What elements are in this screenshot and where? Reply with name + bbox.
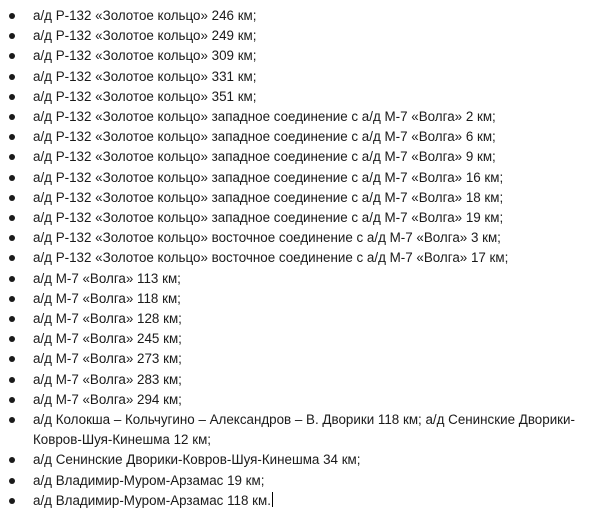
bullet-icon [9,316,15,322]
list-item-text: а/д М-7 «Волга» 118 км; [33,290,181,306]
bullet-icon [9,175,15,181]
list-item-text: а/д Р-132 «Золотое кольцо» восточное соединение с а/д М-7 «Волга» 17 км; [33,250,509,266]
list-item [0,107,605,127]
list-item-text: а/д Колокша – Кольчугино – Александров – В. Дворики 118 км; а/д Сенинские Дворики-Ковров-Шуя-Кинешма 12 км; [33,412,575,448]
bullet-icon [9,397,15,403]
list-item [0,228,605,248]
list-item-text: а/д Р-132 «Золотое кольцо» западное соединение с а/д М-7 «Волга» 18 км; [33,189,504,205]
bullet-icon [9,478,15,484]
list-item [0,248,605,268]
bullet-icon [9,276,15,282]
list-item [0,289,605,309]
list-item-text: а/д Сенинские Дворики-Ковров-Шуя-Кинешма 34 км; [33,452,361,468]
list-item-text: а/д Р-132 «Золотое кольцо» 249 км; [33,28,257,44]
list-item-text: а/д Владимир-Муром-Арзамас 19 км; [33,472,265,488]
bullet-icon [9,215,15,221]
bullet-icon [9,154,15,160]
bullet-icon [9,13,15,19]
list-item [0,188,605,208]
list-item [0,491,605,511]
bullet-icon [9,114,15,120]
list-item [0,67,605,87]
list-item [0,147,605,167]
list-item [0,390,605,410]
list-item-text: а/д Р-132 «Золотое кольцо» 351 км; [33,88,257,104]
bullet-icon [9,94,15,100]
list-item-text: а/д М-7 «Волга» 245 км; [33,331,182,347]
list-item-text: а/д Р-132 «Золотое кольцо» 246 км; [33,8,257,23]
list-item-text: а/д Р-132 «Золотое кольцо» западное соединение с а/д М-7 «Волга» 2 км; [33,109,496,125]
list-item [0,127,605,147]
list-item-text: а/д Р-132 «Золотое кольцо» восточное соединение с а/д М-7 «Волга» 3 км; [33,230,501,246]
list-item-text: а/д М-7 «Волга» 113 км; [33,270,181,286]
list-item-text: а/д М-7 «Волга» 283 км; [33,371,182,387]
list-item [0,6,605,26]
list-item [0,87,605,107]
bullet-icon [9,296,15,302]
list-item [0,309,605,329]
bullet-icon [9,53,15,59]
list-item [0,410,605,450]
list-item [0,329,605,349]
list-item-text: а/д Р-132 «Золотое кольцо» западное соединение с а/д М-7 «Волга» 6 км; [33,129,496,145]
list-item-text: а/д Р-132 «Золотое кольцо» западное соединение с а/д М-7 «Волга» 19 км; [33,210,504,226]
bullet-icon [9,235,15,241]
list-item-text: а/д Р-132 «Золотое кольцо» западное соединение с а/д М-7 «Волга» 16 км; [33,169,504,185]
bullet-icon [9,417,15,423]
list-item-text: а/д Р-132 «Золотое кольцо» 331 км; [33,68,257,84]
list-item-text: а/д М-7 «Волга» 294 км; [33,391,182,407]
list-item-text: а/д Р-132 «Золотое кольцо» западное соединение с а/д М-7 «Волга» 9 км; [33,149,496,165]
list-item [0,46,605,66]
list-item-text: а/д М-7 «Волга» 273 км; [33,351,182,367]
bullet-icon [9,356,15,362]
bullet-icon [9,336,15,342]
list-item [0,370,605,390]
bullet-icon [9,134,15,140]
list-item [0,26,605,46]
list-item [0,208,605,228]
list-item [0,450,605,470]
bullet-icon [9,195,15,201]
list-item [0,349,605,369]
list-item [0,269,605,289]
list-item [0,168,605,188]
list-item [0,471,605,491]
bullet-icon [9,457,15,463]
bullet-icon [9,255,15,261]
bullet-icon [9,377,15,383]
list-item-text: а/д М-7 «Волга» 128 км; [33,311,182,327]
bullet-icon [9,74,15,80]
bullet-icon [9,33,15,39]
text-cursor [272,492,273,507]
list-item-text: а/д Р-132 «Золотое кольцо» 309 км; [33,48,257,64]
list-item-text: а/д Владимир-Муром-Арзамас 118 км. [33,492,271,508]
bullet-icon [9,498,15,504]
